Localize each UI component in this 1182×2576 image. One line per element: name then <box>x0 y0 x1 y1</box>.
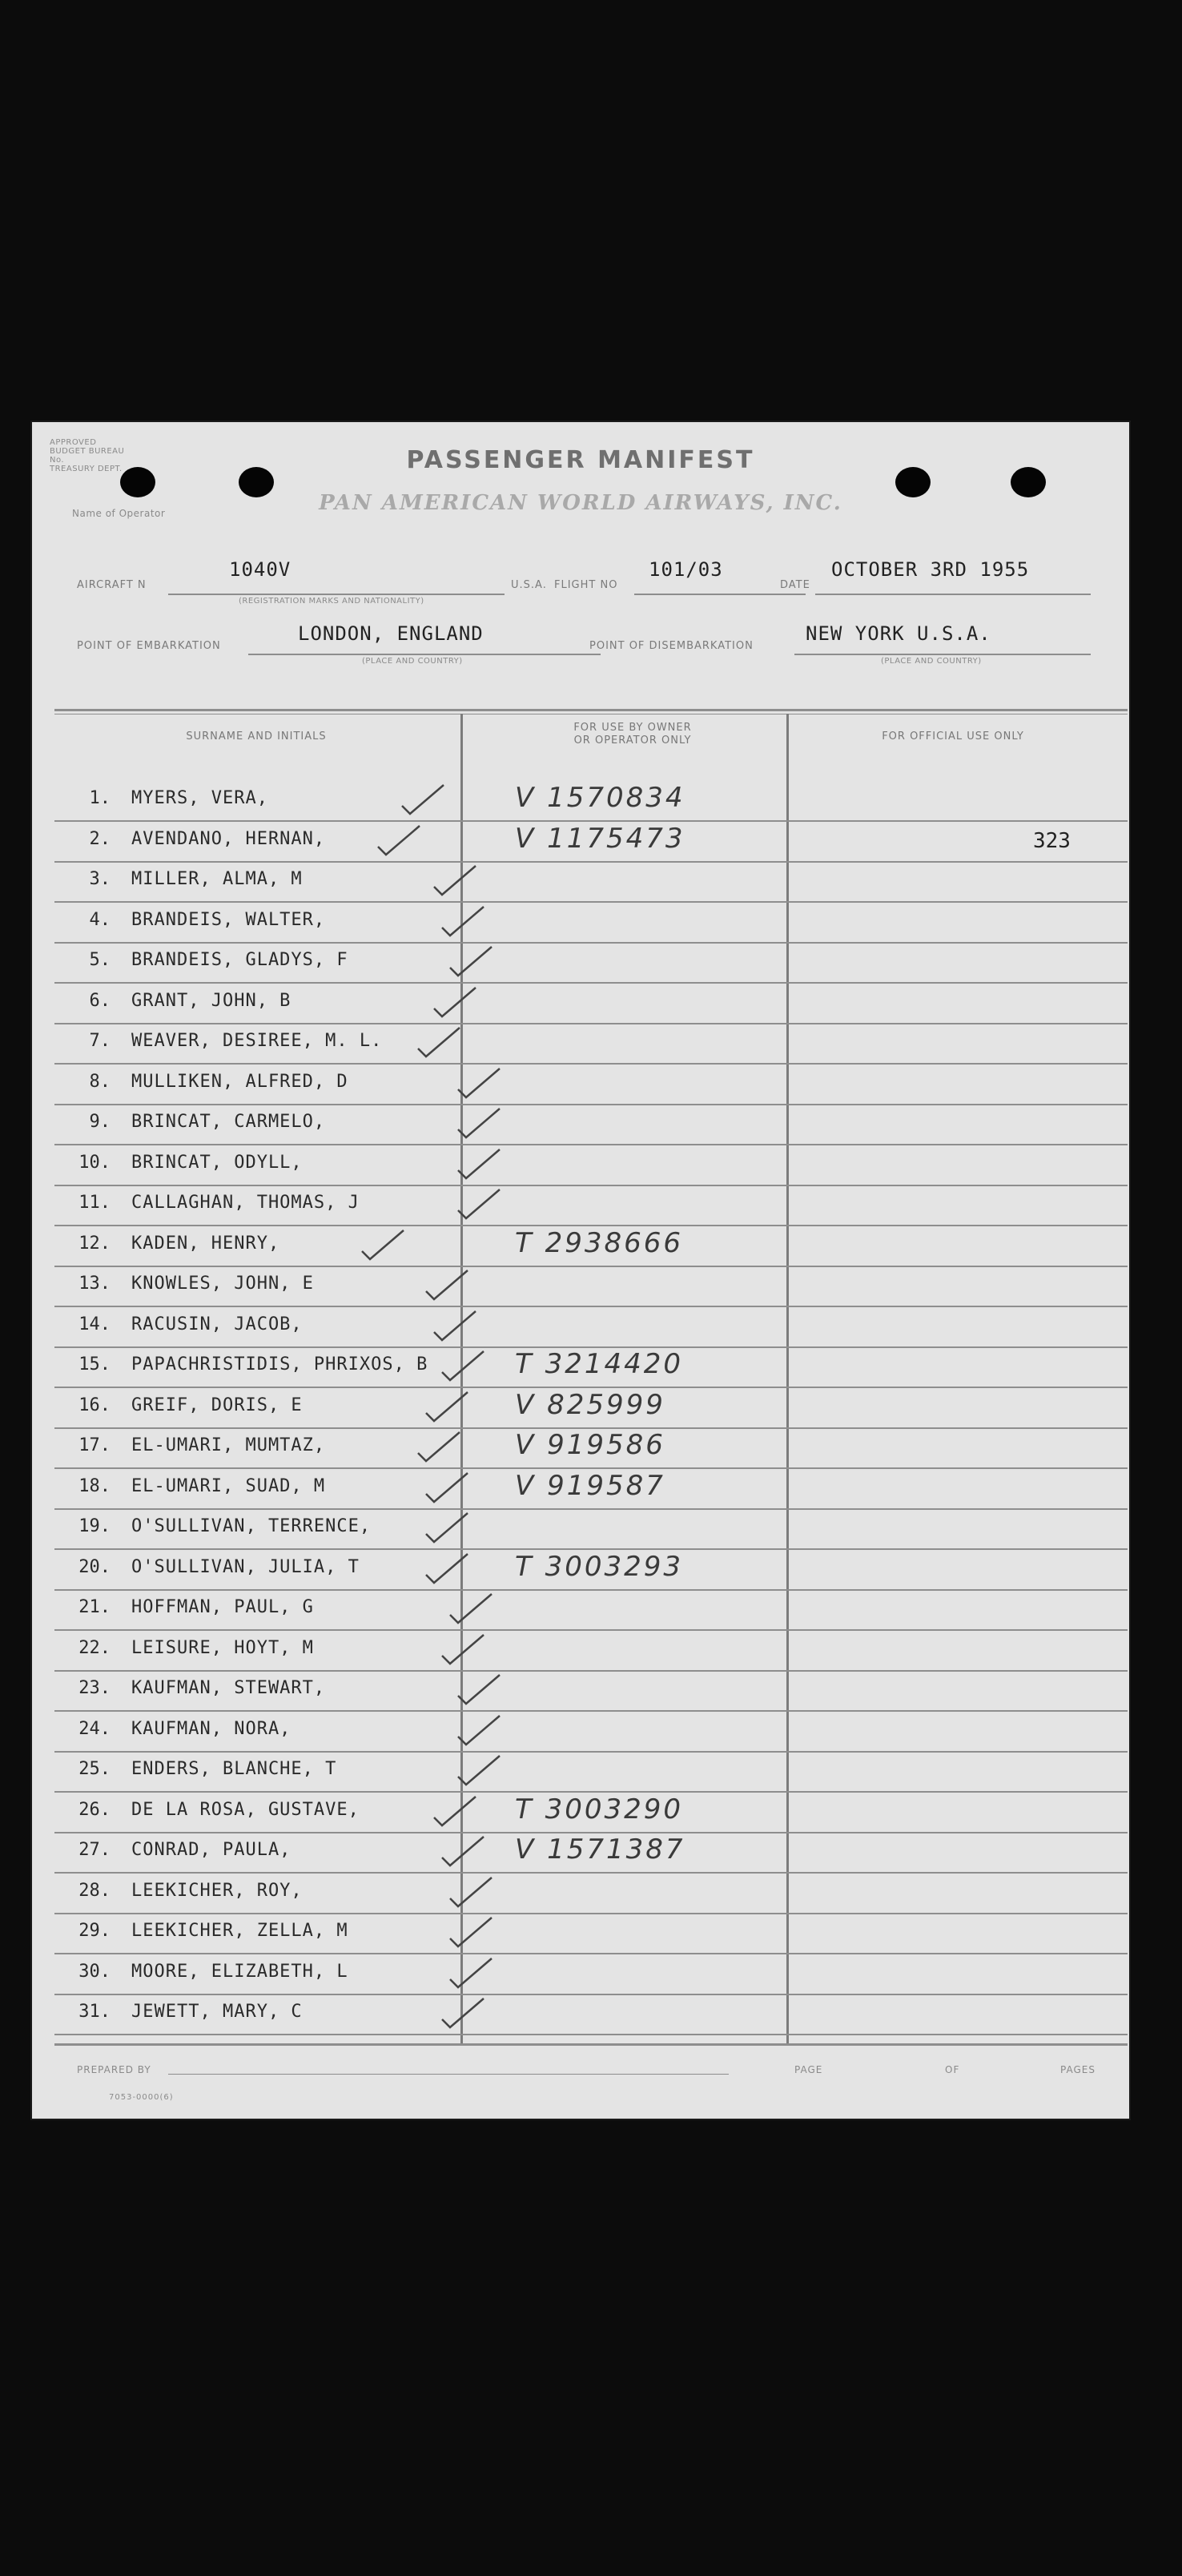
form-number: 7053-0000(6) <box>109 2093 174 2102</box>
manifest-sheet <box>32 422 1129 2119</box>
check-mark-icon <box>423 1389 471 1424</box>
row-number: 16. <box>78 1395 111 1415</box>
embark-place-note: (PLACE AND COUNTRY) <box>362 657 463 666</box>
passenger-name: LEISURE, HOYT, M <box>131 1637 314 1658</box>
table-row <box>54 823 1128 863</box>
passenger-name: LEEKICHER, ZELLA, M <box>131 1921 348 1941</box>
passenger-name: KNOWLES, JOHN, E <box>131 1274 314 1294</box>
table-top-rule <box>54 709 1128 711</box>
row-number: 30. <box>78 1961 111 1982</box>
check-mark-icon <box>431 1308 479 1343</box>
row-number: 19. <box>78 1516 111 1536</box>
table-row <box>54 1024 1128 1065</box>
table-row <box>54 1186 1128 1226</box>
disembarkation-label: POINT OF DISEMBARKATION <box>589 640 754 652</box>
passenger-name: BRANDEIS, GLADYS, F <box>131 950 348 970</box>
table-row <box>54 1672 1128 1712</box>
page-title: PASSENGER MANIFEST <box>406 446 755 474</box>
passenger-name: GRANT, JOHN, B <box>131 990 291 1011</box>
handwritten-note: V 919587 <box>515 1469 665 1502</box>
passenger-name: O'SULLIVAN, TERRENCE, <box>131 1516 372 1536</box>
check-mark-icon <box>439 1995 487 2031</box>
row-number: 17. <box>78 1435 111 1455</box>
column-header-owner: FOR USE BY OWNER OR OPERATOR ONLY <box>573 722 692 747</box>
handwritten-note: T 3003293 <box>515 1550 683 1583</box>
row-number: 10. <box>78 1152 111 1173</box>
column-header-official: FOR OFFICIAL USE ONLY <box>882 731 1024 743</box>
operator-note: Name of Operator <box>72 508 166 519</box>
official-entry: 323 <box>1033 828 1071 853</box>
row-number: 14. <box>78 1314 111 1334</box>
table-row <box>54 944 1128 984</box>
flight-value: 101/03 <box>649 558 723 581</box>
prepared-by-label: PREPARED BY <box>77 2064 151 2075</box>
table-row <box>54 1227 1128 1267</box>
passenger-name: GREIF, DORIS, E <box>131 1395 303 1415</box>
table-row <box>54 1713 1128 1753</box>
passenger-name: WEAVER, DESIREE, M. L. <box>131 1031 383 1051</box>
embarkation-label: POINT OF EMBARKATION <box>77 640 221 652</box>
row-number: 4. <box>89 909 111 930</box>
table-row <box>54 1632 1128 1672</box>
row-number: 8. <box>89 1071 111 1092</box>
passenger-name: LEEKICHER, ROY, <box>131 1880 303 1901</box>
passenger-name: ENDERS, BLANCHE, T <box>131 1759 337 1779</box>
passenger-name: MOORE, ELIZABETH, L <box>131 1961 348 1982</box>
handwritten-note: V 919586 <box>515 1429 665 1461</box>
check-mark-icon <box>423 1510 471 1545</box>
embarkation-underline <box>248 654 601 655</box>
table-row <box>54 1510 1128 1550</box>
table-row <box>54 1146 1128 1186</box>
disembarkation-value: NEW YORK U.S.A. <box>806 622 991 645</box>
passenger-name: BRINCAT, ODYLL, <box>131 1152 303 1173</box>
disembark-place-note: (PLACE AND COUNTRY) <box>881 657 982 666</box>
row-number: 13. <box>78 1274 111 1294</box>
table-row <box>54 1914 1128 1954</box>
passenger-name: CALLAGHAN, THOMAS, J <box>131 1193 360 1213</box>
passenger-name: JEWETT, MARY, C <box>131 2002 303 2022</box>
table-row <box>54 1793 1128 1833</box>
table-row <box>54 1874 1128 1914</box>
row-number: 18. <box>78 1475 111 1496</box>
row-number: 5. <box>89 950 111 970</box>
table-row <box>54 1470 1128 1510</box>
handwritten-note: V 825999 <box>515 1388 665 1421</box>
check-mark-icon <box>399 782 447 817</box>
table-row <box>54 1551 1128 1591</box>
row-number: 7. <box>89 1031 111 1051</box>
row-number: 21. <box>78 1597 111 1617</box>
row-number: 2. <box>89 828 111 849</box>
check-mark-icon <box>447 1874 495 1910</box>
passenger-name: KAUFMAN, STEWART, <box>131 1678 326 1698</box>
check-mark-icon <box>455 1713 503 1748</box>
check-mark-icon <box>423 1470 471 1505</box>
handwritten-note: V 1175473 <box>515 822 685 855</box>
table-row <box>54 1955 1128 1995</box>
check-mark-icon <box>455 1186 503 1222</box>
passenger-name: EL-UMARI, SUAD, M <box>131 1475 326 1496</box>
check-mark-icon <box>359 1227 407 1262</box>
passenger-name: RACUSIN, JACOB, <box>131 1314 303 1334</box>
handwritten-note: T 2938666 <box>515 1226 683 1259</box>
check-mark-icon <box>415 1429 463 1464</box>
table-row <box>54 904 1128 944</box>
check-mark-icon <box>447 944 495 979</box>
table-row <box>54 1429 1128 1469</box>
date-value: OCTOBER 3RD 1955 <box>831 558 1030 581</box>
check-mark-icon <box>439 904 487 939</box>
row-number: 6. <box>89 990 111 1011</box>
row-number: 3. <box>89 869 111 889</box>
passenger-name: BRINCAT, CARMELO, <box>131 1112 326 1132</box>
prepared-by-underline <box>168 2074 729 2075</box>
passenger-name: O'SULLIVAN, JULIA, T <box>131 1556 360 1577</box>
check-mark-icon <box>455 1105 503 1141</box>
check-mark-icon <box>431 984 479 1020</box>
passenger-name: KAUFMAN, NORA, <box>131 1718 291 1739</box>
check-mark-icon <box>431 863 479 898</box>
handwritten-note: T 3003290 <box>515 1793 683 1825</box>
aircraft-value: 1040V <box>229 558 291 581</box>
check-mark-icon <box>439 1833 487 1869</box>
passenger-name: PAPACHRISTIDIS, PHRIXOS, B <box>131 1354 428 1375</box>
passenger-name: AVENDANO, HERNAN, <box>131 828 326 849</box>
check-mark-icon <box>455 1672 503 1707</box>
passenger-name: KADEN, HENRY, <box>131 1233 280 1254</box>
disembarkation-underline <box>794 654 1091 655</box>
table-row <box>54 1065 1128 1105</box>
table-row <box>54 1995 1128 2035</box>
row-number: 29. <box>78 1921 111 1941</box>
row-number: 15. <box>78 1354 111 1375</box>
registration-note: (REGISTRATION MARKS AND NATIONALITY) <box>239 597 424 606</box>
check-mark-icon <box>415 1024 463 1060</box>
table-row <box>54 1348 1128 1388</box>
row-number: 24. <box>78 1718 111 1739</box>
table-row <box>54 1833 1128 1874</box>
table-row <box>54 1753 1128 1793</box>
row-number: 20. <box>78 1556 111 1577</box>
pages-label: PAGES <box>1060 2064 1096 2075</box>
check-mark-icon <box>375 823 423 858</box>
handwritten-note: V 1571387 <box>515 1833 685 1866</box>
row-number: 26. <box>78 1799 111 1820</box>
row-number: 28. <box>78 1880 111 1901</box>
row-number: 22. <box>78 1637 111 1658</box>
check-mark-icon <box>447 1914 495 1950</box>
row-rule <box>54 2034 1128 2035</box>
passenger-name: MYERS, VERA, <box>131 788 268 808</box>
table-row <box>54 782 1128 822</box>
table-bottom-rule <box>54 2043 1128 2046</box>
table-row <box>54 1389 1128 1429</box>
airline-name: PAN AMERICAN WORLD AIRWAYS, INC. <box>319 491 842 515</box>
check-mark-icon <box>447 1955 495 1990</box>
check-mark-icon <box>439 1632 487 1667</box>
row-number: 11. <box>78 1193 111 1213</box>
check-mark-icon <box>455 1146 503 1181</box>
row-number: 12. <box>78 1233 111 1254</box>
date-underline <box>815 594 1091 595</box>
passenger-name: DE LA ROSA, GUSTAVE, <box>131 1799 360 1820</box>
table-row <box>54 1308 1128 1348</box>
check-mark-icon <box>431 1793 479 1829</box>
passenger-name: BRANDEIS, WALTER, <box>131 909 326 930</box>
table-row <box>54 1105 1128 1145</box>
page-label: PAGE <box>794 2064 823 2075</box>
of-label: OF <box>945 2064 960 2075</box>
table-row <box>54 1591 1128 1631</box>
check-mark-icon <box>455 1065 503 1101</box>
table-row <box>54 984 1128 1024</box>
passenger-name: MILLER, ALMA, M <box>131 869 303 889</box>
passenger-name: HOFFMAN, PAUL, G <box>131 1597 314 1617</box>
country-label: U.S.A. <box>511 579 547 591</box>
check-mark-icon <box>447 1591 495 1626</box>
check-mark-icon <box>455 1753 503 1788</box>
row-number: 23. <box>78 1678 111 1698</box>
handwritten-note: T 3214420 <box>515 1348 683 1380</box>
table-row <box>54 863 1128 903</box>
passenger-name: CONRAD, PAULA, <box>131 1840 291 1860</box>
passenger-name: EL-UMARI, MUMTAZ, <box>131 1435 326 1455</box>
row-number: 1. <box>89 788 111 808</box>
row-number: 27. <box>78 1840 111 1860</box>
check-mark-icon <box>423 1267 471 1302</box>
embarkation-value: LONDON, ENGLAND <box>298 622 484 645</box>
check-mark-icon <box>439 1348 487 1383</box>
column-header-name: SURNAME AND INITIALS <box>186 731 327 743</box>
handwritten-note: V 1570834 <box>515 782 685 814</box>
passenger-name: MULLIKEN, ALFRED, D <box>131 1071 348 1092</box>
row-number: 9. <box>89 1112 111 1132</box>
check-mark-icon <box>423 1551 471 1586</box>
aircraft-underline <box>168 594 505 595</box>
aircraft-label: AIRCRAFT N <box>77 579 147 591</box>
flight-underline <box>634 594 806 595</box>
row-number: 31. <box>78 2002 111 2022</box>
flight-label: FLIGHT NO <box>554 579 618 591</box>
date-label: DATE <box>780 579 810 591</box>
row-number: 25. <box>78 1759 111 1779</box>
table-row <box>54 1267 1128 1307</box>
approval-note: APPROVED BUDGET BUREAU No. TREASURY DEPT. <box>50 438 125 473</box>
